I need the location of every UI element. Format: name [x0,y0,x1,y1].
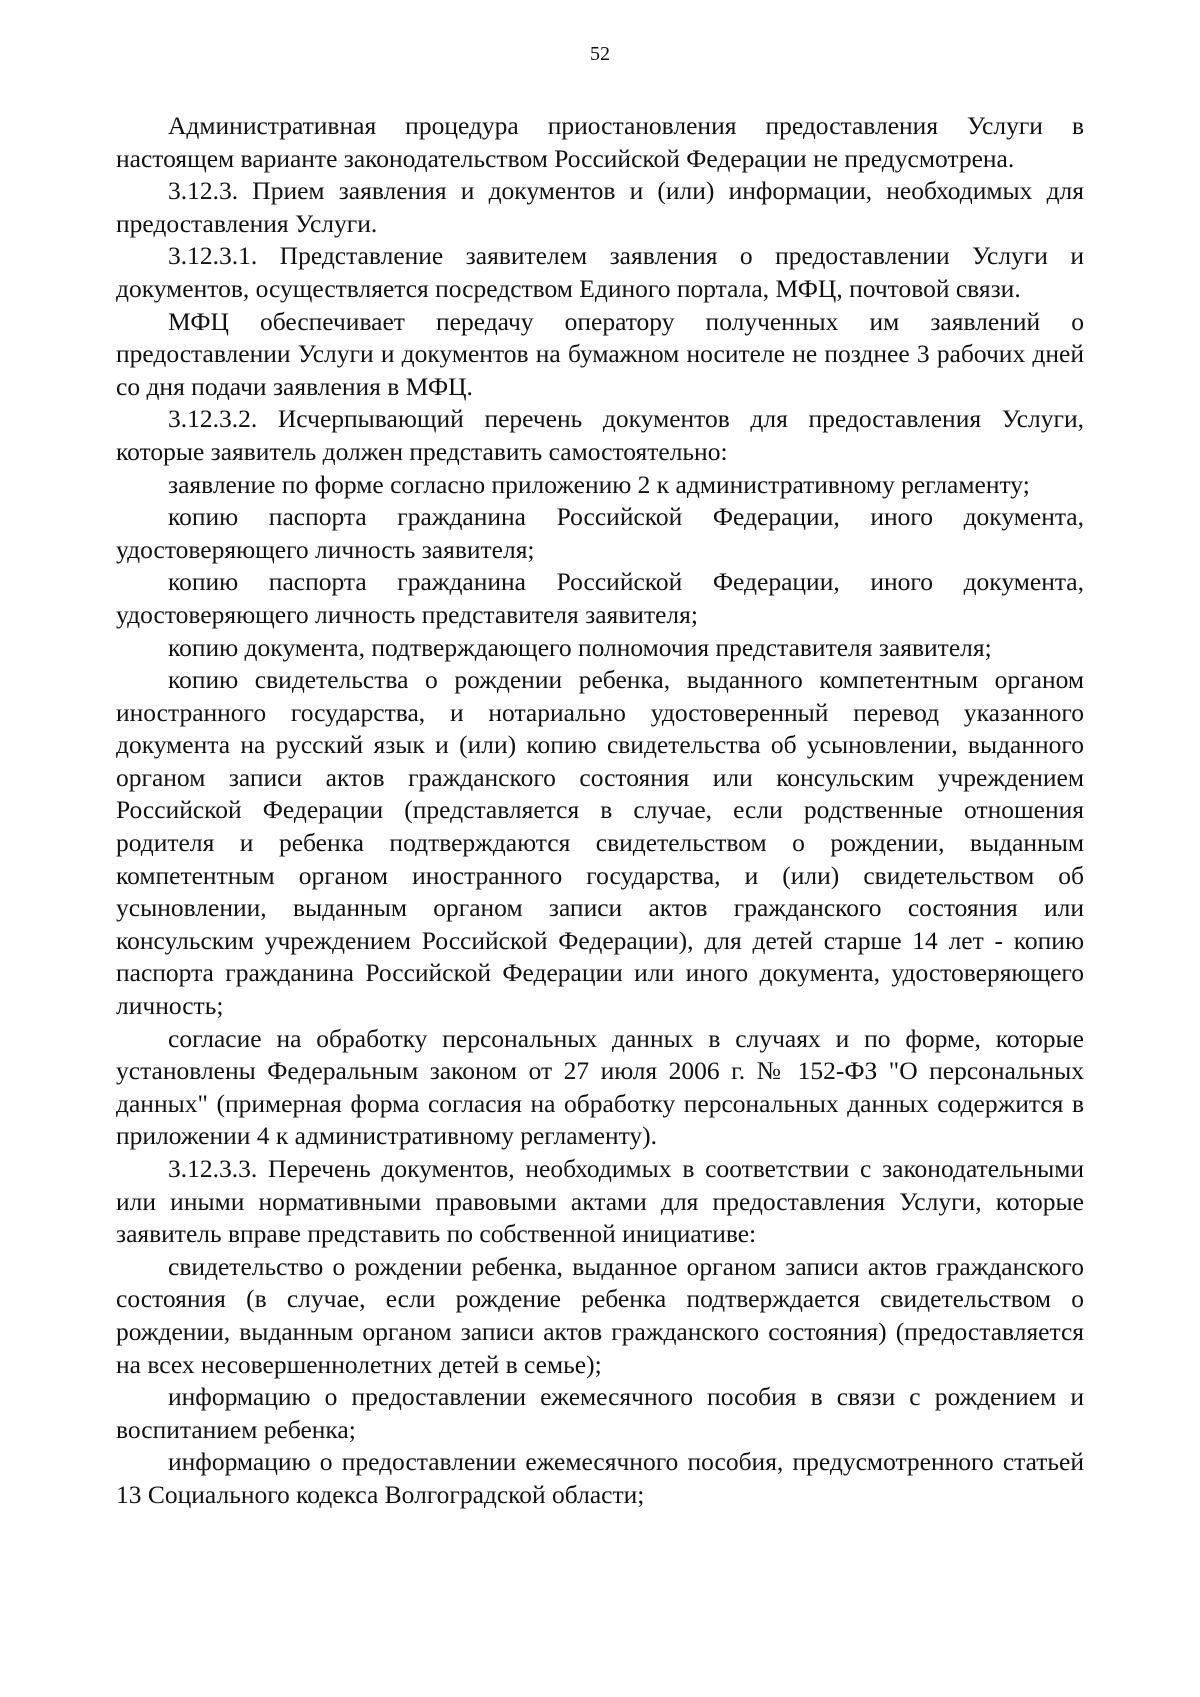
list-item: копию паспорта гражданина Российской Федерации, иного документа, удостоверяющего личность заявителя; [116,502,1084,564]
list-item: копию свидетельства о рождении ребенка, выданного компетентным органом иностранного государства, и нотариально удостоверенный перевод указанного документа на русский язык и (или) копию свидетельства об усыновлении, выданного органом записи актов гражданского состояния или консульским учреждением Российской Федерации (представляется в случае, если родственные отношения родителя и ребенка подтверждаются свидетельством о рождении, выданным компетентным органом иностранного государства, и (или) свидетельством об усыновлении, выданным органом записи актов гражданского состояния или консульским учреждением Российской Федерации), для детей старше 14 лет - копию паспорта гражданина Российской Федерации или иного документа, удостоверяющего личность; [116,665,1084,1021]
paragraph: 3.12.3.3. Перечень документов, необходимых в соответствии с законодательными или иными нормативными правовыми актами для предоставления Услуги, которые заявитель вправе представить по собственной инициативе: [116,1154,1084,1249]
list-item: информацию о предоставлении ежемесячного пособия в связи с рождением и воспитанием ребенка; [116,1382,1084,1444]
list-item: информацию о предоставлении ежемесячного пособия, предусмотренного статьей 13 Социального кодекса Волгоградской области; [116,1447,1084,1509]
list-item: свидетельство о рождении ребенка, выданное органом записи актов гражданского состояния (в случае, если рождение ребенка подтверждается свидетельством о рождении, выданным органом записи актов гражданского состояния) (предоставляется на всех несовершеннолетних детей в семье); [116,1251,1084,1379]
page-number: 52 [590,43,610,65]
document-body [116,110,1084,1512]
list-item: копию паспорта гражданина Российской Федерации, иного документа, удостоверяющего личность представителя заявителя; [116,567,1084,629]
paragraph: 3.12.3.2. Исчерпывающий перечень документов для предоставления Услуги, которые заявитель должен представить самостоятельно: [116,404,1084,466]
paragraph: 3.12.3. Прием заявления и документов и (или) информации, необходимых для предоставления Услуги. [116,176,1084,238]
list-item: заявление по форме согласно приложению 2 к административному регламенту; [168,469,1030,499]
paragraph: 3.12.3.1. Представление заявителем заявления о предоставлении Услуги и документов, осуществляется посредством Единого портала, МФЦ, почтовой связи. [116,241,1084,303]
list-item: копию документа, подтверждающего полномочия представителя заявителя; [168,632,992,662]
paragraph: МФЦ обеспечивает передачу оператору полученных им заявлений о предоставлении Услуги и документов на бумажном носителе не позднее 3 рабочих дней со дня подачи заявления в МФЦ. [116,306,1084,401]
paragraph: Административная процедура приостановления предоставления Услуги в настоящем варианте законодательством Российской Федерации не предусмотрена. [116,111,1084,173]
list-item: согласие на обработку персональных данных в случаях и по форме, которые установлены Федеральным законом от 27 июля 2006 г. № 152-ФЗ "О персональных данных" (примерная форма согласия на обработку персональных данных содержится в приложении 4 к административному регламенту). [116,1023,1084,1151]
